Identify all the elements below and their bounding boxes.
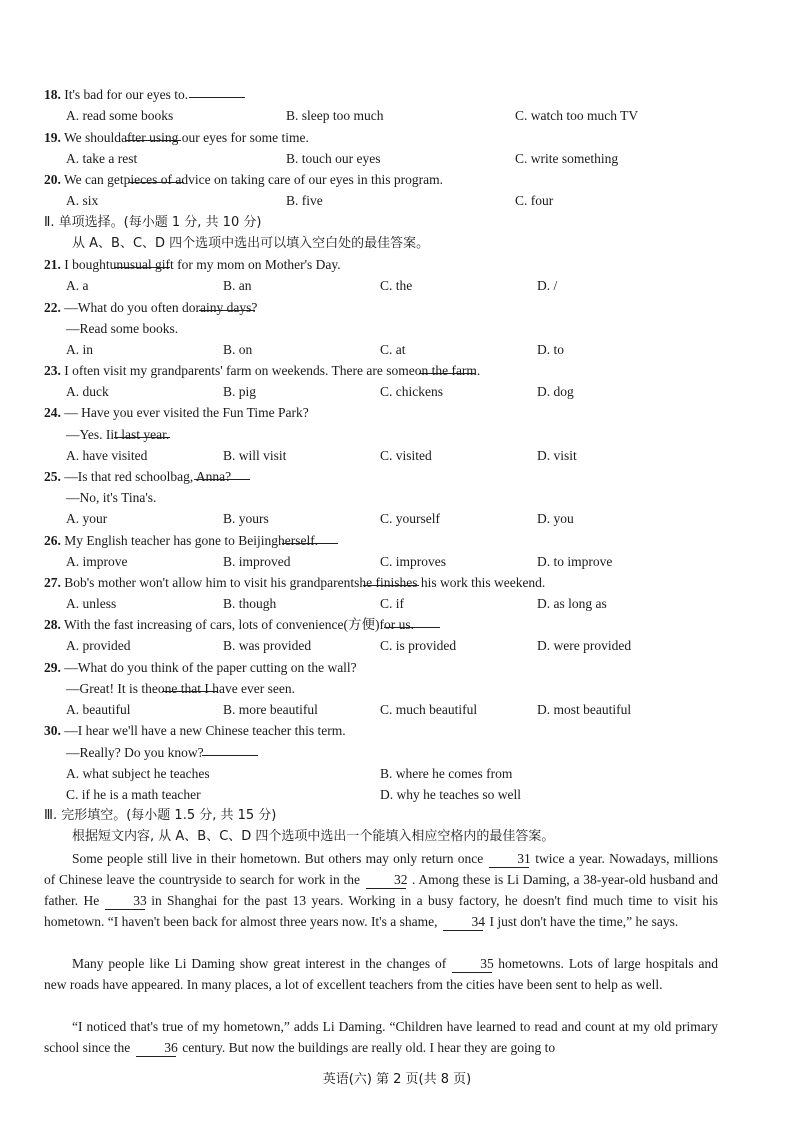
option-a: A. in bbox=[66, 342, 93, 357]
passage-paragraph-2 bbox=[44, 953, 718, 995]
option-a: A. unless bbox=[66, 596, 117, 611]
question-stem: —Is that red schoolbag bbox=[64, 469, 190, 484]
cloze-blank-36: 36 bbox=[136, 1040, 176, 1057]
dialogue-line: —Yes. I bbox=[66, 427, 111, 442]
question-number: 20. bbox=[44, 172, 61, 187]
question-stem: I bought bbox=[64, 257, 110, 272]
passage-text: “I noticed that's true of my hometown,” adds Li Daming. “Children have learned to read and count at my old primary school since the bbox=[44, 1019, 718, 1055]
option-c: C. visited bbox=[380, 448, 432, 463]
options-26 bbox=[0, 551, 794, 572]
question-number: 29. bbox=[44, 660, 61, 675]
passage-text: Some people still live in their hometown. But others may only return once bbox=[72, 851, 484, 866]
options-30-row1 bbox=[0, 763, 794, 784]
option-c: C. is provided bbox=[380, 638, 457, 653]
question-stem: I often visit my grandparents' farm on weekends. There are some bbox=[64, 363, 415, 378]
question-stem-end: , Anna? bbox=[189, 469, 232, 484]
question-number: 23. bbox=[44, 363, 61, 378]
option-c: C. the bbox=[380, 278, 413, 293]
question-number: 30. bbox=[44, 723, 61, 738]
question-stem-end: after using our eyes for some time. bbox=[121, 130, 309, 145]
question-stem: Bob's mother won't allow him to visit his grandparents bbox=[64, 575, 360, 590]
question-stem: With the fast increasing of cars, lots of convenience(方便) bbox=[64, 617, 380, 632]
question-25-line2 bbox=[0, 487, 794, 508]
option-b: B. though bbox=[223, 596, 277, 611]
question-number: 26. bbox=[44, 533, 61, 548]
option-d: D. visit bbox=[537, 448, 577, 463]
options-20 bbox=[0, 190, 794, 211]
question-stem: We should bbox=[64, 130, 122, 145]
passage-text: in Shanghai for the past 13 years. Working in a busy factory, he doesn't find much time to visit his hometown. “I haven't been back for almost three years now. It's a shame, bbox=[44, 893, 718, 929]
passage-text: . Among these is Li Daming, a 38-year-old husband and father. He bbox=[44, 872, 719, 908]
passage-paragraph-3 bbox=[44, 1016, 718, 1058]
question-number: 24. bbox=[44, 405, 61, 420]
option-c: C. improves bbox=[380, 554, 446, 569]
option-d: D. most beautiful bbox=[537, 702, 632, 717]
question-stem: We can get bbox=[64, 172, 124, 187]
option-a: A. provided bbox=[66, 638, 131, 653]
dialogue-line-end: one that I have ever seen. bbox=[157, 681, 296, 696]
question-21 bbox=[0, 254, 794, 275]
question-30-line2 bbox=[0, 742, 794, 763]
option-b: B. will visit bbox=[223, 448, 287, 463]
question-23 bbox=[0, 360, 794, 381]
options-24 bbox=[0, 445, 794, 466]
question-number: 21. bbox=[44, 257, 61, 272]
question-stem: — Have you ever visited the Fun Time Park? bbox=[64, 405, 309, 420]
cloze-blank-33: 33 bbox=[105, 893, 145, 910]
cloze-blank-34: 34 bbox=[443, 914, 483, 931]
option-c: C. write something bbox=[515, 151, 619, 166]
dialogue-line: —Read some books. bbox=[66, 321, 179, 336]
options-23 bbox=[0, 381, 794, 402]
question-number: 27. bbox=[44, 575, 61, 590]
option-a: A. six bbox=[66, 193, 99, 208]
option-c: C. yourself bbox=[380, 511, 440, 526]
options-30-row2 bbox=[0, 784, 794, 805]
answer-blank bbox=[114, 424, 170, 438]
question-number: 25. bbox=[44, 469, 61, 484]
option-d: D. to improve bbox=[537, 554, 613, 569]
options-21 bbox=[0, 275, 794, 296]
option-b: B. was provided bbox=[223, 638, 312, 653]
options-18 bbox=[0, 105, 794, 126]
question-stem-end: unusual gift for my mom on Mother's Day. bbox=[109, 257, 341, 272]
options-25 bbox=[0, 508, 794, 529]
option-a: A. improve bbox=[66, 554, 128, 569]
dialogue-line-end: it last year. bbox=[110, 427, 170, 442]
question-30 bbox=[0, 720, 794, 741]
option-b: B. where he comes from bbox=[380, 766, 513, 781]
question-stem: It's bad for our eyes to bbox=[64, 87, 185, 102]
option-c: C. four bbox=[515, 193, 554, 208]
option-c: C. watch too much TV bbox=[515, 108, 639, 123]
question-stem: —What do you think of the paper cutting on the wall? bbox=[64, 660, 357, 675]
passage-text: Many people like Li Daming show great interest in the changes of bbox=[72, 956, 447, 971]
question-number: 18. bbox=[44, 87, 61, 102]
option-a: A. what subject he teaches bbox=[66, 766, 210, 781]
section-title: Ⅲ. 完形填空。(每小题 1.5 分, 共 15 分) bbox=[44, 808, 277, 823]
answer-blank bbox=[125, 127, 181, 141]
cloze-blank-31: 31 bbox=[489, 851, 529, 868]
answer-blank bbox=[162, 678, 218, 692]
question-stem-end: . bbox=[184, 87, 189, 102]
option-d: D. why he teaches so well bbox=[380, 787, 521, 802]
option-b: B. on bbox=[223, 342, 253, 357]
question-26 bbox=[0, 530, 794, 551]
option-b: B. five bbox=[286, 193, 323, 208]
option-b: B. more beautiful bbox=[223, 702, 318, 717]
question-stem-end: for us. bbox=[379, 617, 414, 632]
cloze-blank-35: 35 bbox=[452, 956, 492, 973]
answer-blank bbox=[199, 297, 255, 311]
question-24-line2 bbox=[0, 424, 794, 445]
answer-blank bbox=[128, 169, 184, 183]
question-stem-end: he finishes his work this weekend. bbox=[359, 575, 546, 590]
passage-text: century. But now the buildings are really old. I hear they are going to bbox=[182, 1040, 556, 1055]
section-2-instructions bbox=[0, 233, 794, 254]
option-c: C. if bbox=[380, 596, 405, 611]
question-number: 22. bbox=[44, 300, 61, 315]
answer-blank bbox=[419, 360, 475, 374]
question-stem: —What do you often do bbox=[64, 300, 196, 315]
question-22-line2 bbox=[0, 318, 794, 339]
option-d: D. you bbox=[537, 511, 574, 526]
option-c: C. at bbox=[380, 342, 406, 357]
section-2-heading bbox=[0, 212, 794, 233]
option-b: B. an bbox=[223, 278, 252, 293]
question-22 bbox=[0, 297, 794, 318]
option-d: D. to bbox=[537, 342, 564, 357]
option-c: C. chickens bbox=[380, 384, 443, 399]
dialogue-line-end: ? bbox=[197, 745, 204, 760]
option-b: B. touch our eyes bbox=[286, 151, 381, 166]
answer-blank bbox=[384, 614, 440, 628]
option-d: D. dog bbox=[537, 384, 574, 399]
option-b: B. sleep too much bbox=[286, 108, 384, 123]
option-c: C. much beautiful bbox=[380, 702, 478, 717]
option-b: B. yours bbox=[223, 511, 269, 526]
option-a: A. a bbox=[66, 278, 89, 293]
option-d: D. as long as bbox=[537, 596, 607, 611]
options-29 bbox=[0, 699, 794, 720]
question-stem-end: herself. bbox=[277, 533, 319, 548]
question-20 bbox=[0, 169, 794, 190]
section-3-instructions bbox=[0, 826, 794, 847]
passage-text: I just don't have the time,” he says. bbox=[489, 914, 679, 929]
dialogue-line: —Great! It is the bbox=[66, 681, 158, 696]
question-number: 28. bbox=[44, 617, 61, 632]
passage-text: twice a year. Nowadays, millions of Chinese leave the countryside to search for work in the bbox=[44, 851, 718, 887]
dialogue-line: —No, it's Tina's. bbox=[66, 490, 157, 505]
section-title: Ⅱ. 单项选择。(每小题 1 分, 共 10 分) bbox=[44, 215, 262, 230]
dialogue-line: —Really? Do you know bbox=[66, 745, 198, 760]
option-a: A. have visited bbox=[66, 448, 148, 463]
option-c: C. if he is a math teacher bbox=[66, 787, 201, 802]
option-a: A. take a rest bbox=[66, 151, 138, 166]
section-instructions: 从 A、B、C、D 四个选项中选出可以填入空白处的最佳答案。 bbox=[72, 236, 430, 251]
options-28 bbox=[0, 635, 794, 656]
question-stem: —I hear we'll have a new Chinese teacher this term. bbox=[64, 723, 346, 738]
question-29-line2 bbox=[0, 678, 794, 699]
question-29 bbox=[0, 657, 794, 678]
question-stem-end: on the farm. bbox=[414, 363, 481, 378]
question-28 bbox=[0, 614, 794, 635]
option-b: B. pig bbox=[223, 384, 257, 399]
section-instructions: 根据短文内容, 从 A、B、C、D 四个选项中选出一个能填入相应空格内的最佳答案。 bbox=[72, 829, 555, 844]
question-stem-end: rainy days? bbox=[195, 300, 258, 315]
passage-text: hometowns. Lots of large hospitals and new roads have appeared. In many places, a lot of excellent teachers from the cities have been sent to help as well. bbox=[44, 956, 718, 992]
passage-paragraph-1 bbox=[44, 848, 718, 932]
question-24 bbox=[0, 402, 794, 423]
question-stem-end: pieces of advice on taking care of our eyes in this program. bbox=[123, 172, 444, 187]
question-18 bbox=[0, 84, 794, 105]
question-number: 19. bbox=[44, 130, 61, 145]
option-d: D. / bbox=[537, 278, 558, 293]
page-footer: 英语(六) 第 2 页(共 8 页) bbox=[322, 1072, 472, 1087]
question-stem: My English teacher has gone to Beijing bbox=[64, 533, 278, 548]
options-22 bbox=[0, 339, 794, 360]
option-a: A. duck bbox=[66, 384, 109, 399]
answer-blank bbox=[202, 742, 258, 756]
option-a: A. your bbox=[66, 511, 108, 526]
question-25 bbox=[0, 466, 794, 487]
option-a: A. read some books bbox=[66, 108, 174, 123]
option-b: B. improved bbox=[223, 554, 291, 569]
answer-blank bbox=[363, 572, 419, 586]
option-d: D. were provided bbox=[537, 638, 632, 653]
answer-blank bbox=[282, 530, 338, 544]
answer-blank bbox=[189, 84, 245, 98]
answer-blank bbox=[114, 254, 170, 268]
options-19 bbox=[0, 148, 794, 169]
option-a: A. beautiful bbox=[66, 702, 131, 717]
question-19 bbox=[0, 127, 794, 148]
question-27 bbox=[0, 572, 794, 593]
options-27 bbox=[0, 593, 794, 614]
section-3-heading bbox=[0, 805, 794, 826]
answer-blank bbox=[194, 466, 250, 480]
cloze-blank-32: 32 bbox=[366, 872, 406, 889]
